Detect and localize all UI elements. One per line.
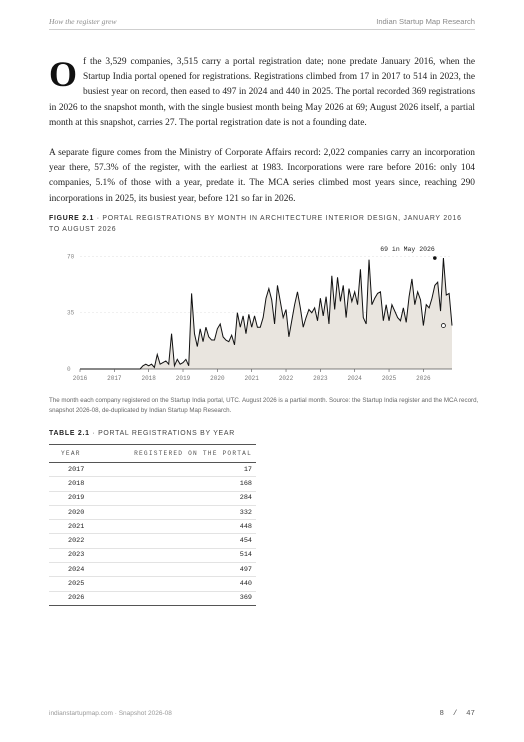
row-year: 2021: [49, 520, 98, 534]
row-count: 514: [98, 548, 256, 562]
x-tick-label: 2023: [313, 375, 328, 382]
registrations-area-chart: [49, 238, 469, 388]
row-count: 284: [98, 491, 256, 505]
table-row: [49, 477, 256, 491]
brand-name: Indian Startup Map Research: [376, 17, 475, 26]
table-row: [49, 520, 256, 534]
figure-label: FIGURE 2.1: [49, 215, 95, 222]
row-year: 2019: [49, 491, 98, 505]
x-tick-label: 2026: [416, 375, 431, 382]
table-row: [49, 505, 256, 519]
y-tick-label: 35: [67, 309, 75, 317]
mca-paragraph: A separate figure comes from the Ministry of Corporate Affairs record: 2,022 companies carry an incorporation year there, 57.3% of the register, with the earliest at 1983. Incorporations were rare before 2016: only 104 companies, 5.1% of those with a year, predate it. The MCA series climbed most years since, reaching 290 incorporations in 2025, its busiest year, before 121 so far in 2026.: [49, 148, 475, 204]
section-title: How the register grew: [49, 17, 117, 26]
table-row: [49, 491, 256, 505]
table-row: [49, 563, 256, 577]
x-tick-label: 2019: [175, 375, 191, 382]
table-row: [49, 591, 256, 605]
row-year: 2026: [49, 591, 98, 605]
row-count: 497: [98, 563, 256, 577]
table-title: · PORTAL REGISTRATIONS BY YEAR: [92, 430, 235, 437]
intro-paragraph-text: f the 3,529 companies, 3,515 carry a portal registration date; none predate January 2016, when the Startup India portal opened for registrations. Registrations climbed from 17 in 2017 to 514 in 2023, the busiest year on record, then eased to 497 in 2024 and 440 in 2025. The portal recorded 369 registrations in 2026 to the snapshot month, with the single busiest month being May 2026 at 69; August 2026 itself, a partial month at this snapshot, carries 27. The portal registration date is not a founding date.: [49, 57, 475, 128]
table-caption: [49, 430, 235, 437]
table-row: [49, 463, 256, 477]
page-separator: /: [452, 710, 458, 718]
page-total: 47: [466, 710, 475, 718]
figure-note: The month each company registered on the Startup India portal, UTC. August 2026 is a partial month. Source: the Startup India register and the MCA record, snapshot 2026-08, de-duplicated by Indian Startup Map Research.: [49, 397, 479, 414]
column-header-count: REGISTERED ON THE PORTAL: [98, 445, 256, 463]
x-tick-label: 2020: [210, 375, 225, 382]
y-tick-label: 70: [67, 253, 75, 261]
x-tick-label: 2021: [244, 375, 259, 382]
column-header-year: YEAR: [49, 445, 98, 463]
running-header: [49, 15, 475, 30]
y-tick-label: 0: [67, 366, 71, 373]
row-year: 2017: [49, 463, 98, 477]
last-point-marker: [441, 324, 445, 328]
row-count: 448: [98, 520, 256, 534]
figure-title: · PORTAL REGISTRATIONS BY MONTH IN ARCHITECTURE INTERIOR DESIGN, JANUARY 2016 TO AUGUST 2026: [49, 215, 462, 233]
drop-cap: O: [49, 54, 78, 94]
peak-annotation: 69 in May 2026: [380, 246, 435, 254]
row-count: 168: [98, 477, 256, 491]
table-header-row: [49, 445, 256, 463]
row-year: 2023: [49, 548, 98, 562]
x-tick-label: 2025: [381, 375, 397, 382]
page-number: [440, 710, 476, 718]
row-count: 440: [98, 577, 256, 591]
figure-caption: [49, 213, 475, 235]
footer-source: indianstartupmap.com · Snapshot 2026-08: [49, 710, 172, 717]
row-count: 369: [98, 591, 256, 605]
x-tick-label: 2024: [347, 375, 362, 382]
registrations-table: [49, 444, 256, 606]
row-count: 17: [98, 463, 256, 477]
row-year: 2024: [49, 563, 98, 577]
x-tick-label: 2022: [278, 375, 294, 382]
row-year: 2022: [49, 534, 98, 548]
x-tick-label: 2018: [141, 375, 156, 382]
row-year: 2025: [49, 577, 98, 591]
table-row: [49, 548, 256, 562]
row-year: 2018: [49, 477, 98, 491]
row-count: 454: [98, 534, 256, 548]
table-row: [49, 577, 256, 591]
page-current: 8: [439, 710, 444, 718]
x-tick-label: 2016: [72, 375, 88, 382]
x-tick-label: 2017: [107, 375, 122, 382]
table-label: TABLE 2.1: [49, 430, 90, 437]
row-count: 332: [98, 505, 256, 519]
row-year: 2020: [49, 505, 98, 519]
table-row: [49, 534, 256, 548]
intro-paragraph: [49, 55, 475, 131]
peak-marker: [433, 256, 437, 260]
